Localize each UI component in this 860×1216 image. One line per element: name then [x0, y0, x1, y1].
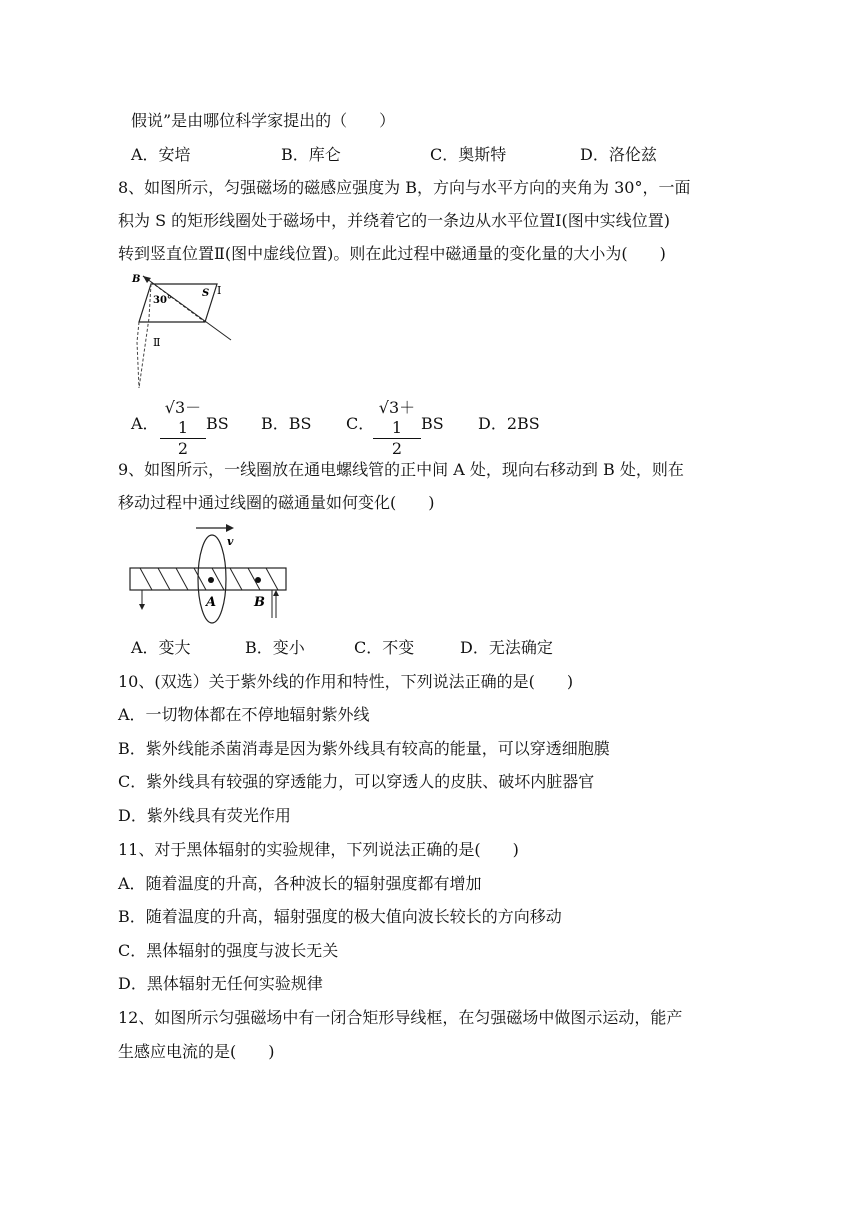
field-arrow-head	[143, 276, 151, 283]
q7-option-c: C．奥斯特	[430, 145, 507, 164]
label-v: v	[227, 535, 234, 548]
q7-stem-end: 假说”是由哪位科学家提出的（ ）	[131, 111, 396, 130]
label-s: S	[202, 288, 210, 299]
point-b	[255, 577, 261, 583]
q9-stem-line-1: 9、如图所示，一线圈放在通电螺线管的正中间 A 处，现向右移动到 B 处，则在	[118, 460, 684, 479]
q12-stem-line-2: 生感应电流的是( )	[118, 1042, 275, 1061]
q8-option-a-suffix: BS	[206, 414, 229, 433]
point-a	[208, 577, 214, 583]
label-position-2: Ⅱ	[153, 336, 161, 349]
q11-option-a: A．随着温度的升高，各种波长的辐射强度都有增加	[118, 874, 482, 893]
q10-option-d: D．紫外线具有荧光作用	[118, 806, 291, 825]
q11-option-b: B．随着温度的升高，辐射强度的极大值向波长较长的方向移动	[118, 907, 562, 926]
q8-stem-line-1: 8、如图所示，匀强磁场的磁感应强度为 B，方向与水平方向的夹角为 30°，一面	[118, 178, 691, 197]
q7-option-b: B．库仑	[281, 145, 341, 164]
q8-coil-figure	[125, 270, 240, 395]
q8-option-b: B．BS	[261, 414, 312, 433]
q7-option-d: D．洛伦兹	[580, 145, 657, 164]
q8-option-a-denominator: 2	[177, 439, 189, 458]
q8-option-c-fraction	[373, 398, 421, 459]
q8-option-c-prefix: C．	[346, 414, 375, 433]
q10-option-c: C．紫外线具有较强的穿透能力，可以穿透人的皮肤、破坏内脏器官	[118, 772, 595, 791]
q9-option-b: B．变小	[245, 638, 305, 657]
q9-option-a: A．变大	[131, 638, 191, 657]
q8-stem-line-3: 转到竖直位置Ⅱ(图中虚线位置)。则在此过程中磁通量的变化量的大小为( )	[118, 244, 666, 263]
q8-option-c-denominator: 2	[391, 439, 403, 458]
q8-option-c-numerator: √3＋1	[373, 398, 421, 439]
solenoid-body	[130, 568, 286, 590]
q8-option-a-fraction	[160, 398, 206, 459]
label-b: B	[254, 595, 265, 610]
q9-solenoid-figure	[128, 522, 290, 626]
label-a: A	[206, 595, 217, 610]
q8-option-a-prefix: A．	[131, 414, 159, 433]
q7-option-a: A．安培	[131, 145, 191, 164]
q9-stem-line-2: 移动过程中通过线圈的磁通量如何变化( )	[118, 493, 435, 512]
label-angle: 30°	[153, 295, 172, 306]
q12-stem-line-1: 12、如图所示匀强磁场中有一闭合矩形导线框，在匀强磁场中做图示运动，能产	[118, 1008, 683, 1027]
coil-position-2b	[137, 322, 139, 388]
q8-option-a-numerator: √3－1	[160, 398, 206, 439]
q10-option-a: A．一切物体都在不停地辐射紫外线	[118, 705, 370, 724]
q8-stem-line-2: 积为 S 的矩形线圈处于磁场中，并绕着它的一条边从水平位置Ⅰ(图中实线位置)	[118, 211, 670, 230]
q8-option-c-suffix: BS	[421, 414, 444, 433]
q8-coil-diagram	[125, 270, 240, 395]
q9-option-d: D．无法确定	[460, 638, 553, 657]
label-position-1: Ⅰ	[217, 284, 222, 297]
q9-solenoid-diagram	[128, 522, 290, 626]
q11-stem: 11、对于黑体辐射的实验规律，下列说法正确的是( )	[118, 840, 519, 859]
q8-option-d: D．2BS	[478, 414, 540, 433]
q10-stem: 10、(双选）关于紫外线的作用和特性，下列说法正确的是( )	[118, 672, 574, 691]
label-b: B	[132, 274, 141, 285]
q11-option-c: C．黑体辐射的强度与波长无关	[118, 941, 339, 960]
coil-position-2	[139, 284, 151, 388]
q10-option-b: B．紫外线能杀菌消毒是因为紫外线具有较高的能量，可以穿透细胞膜	[118, 739, 610, 758]
q9-option-c: C．不变	[354, 638, 415, 657]
q11-option-d: D．黑体辐射无任何实验规律	[118, 974, 323, 993]
